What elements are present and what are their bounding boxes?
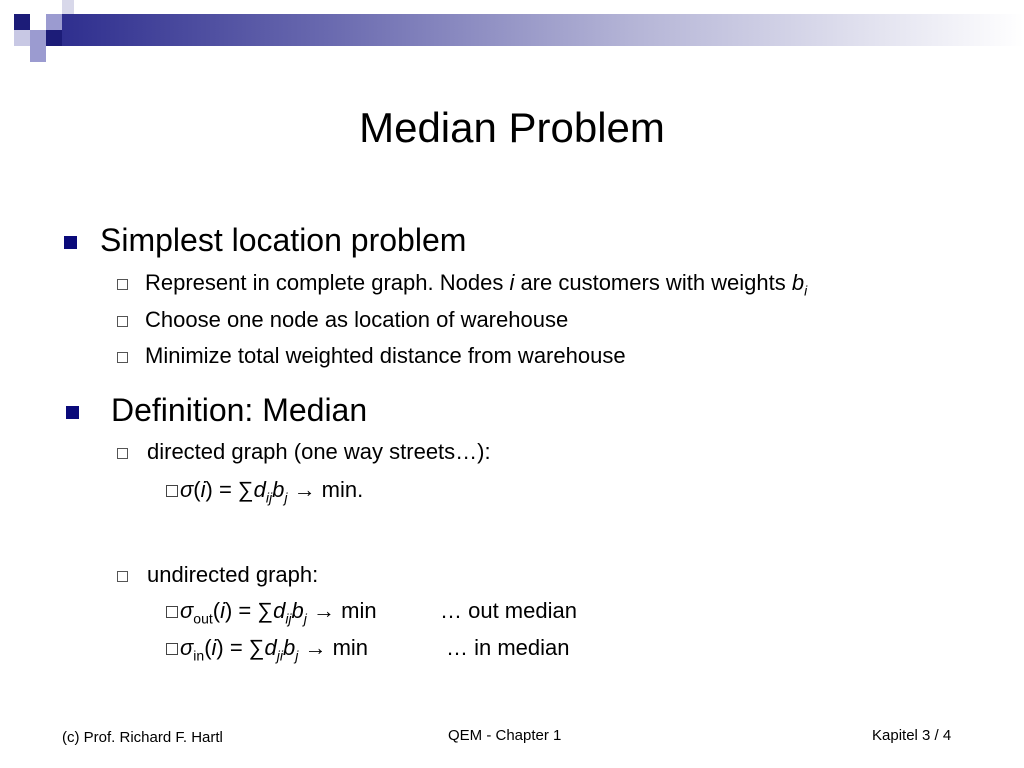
bullet-hollow-square-icon (166, 643, 178, 655)
formula-out-median: $\sigma_{out}(i) = \sum d_{ij}b_j \to \min$ (166, 598, 377, 626)
footer-chapter: QEM - Chapter 1 (448, 727, 562, 744)
bullet-hollow-square-icon (166, 606, 178, 618)
section-heading: Simplest location problem (100, 222, 467, 258)
list-item: directed graph (one way streets…): (147, 439, 491, 464)
footer-page: Kapitel 3 / 4 (872, 727, 952, 744)
deco-square-white (30, 14, 46, 30)
bullet-square-icon (66, 406, 79, 419)
deco-square-light (30, 46, 46, 62)
bullet-hollow-square-icon (117, 448, 128, 459)
formula-note: … in median (446, 635, 570, 660)
formula-in-median: $\sigma_{in}(i) = \sum d_{ji}b_j \to \min$ (166, 635, 368, 663)
deco-square-white (62, 0, 74, 14)
gradient-band (40, 14, 1024, 46)
formula-note: … out median (440, 598, 577, 623)
bullet-square-icon (64, 236, 77, 249)
deco-square-dark (14, 14, 30, 30)
bullet-hollow-square-icon (117, 571, 128, 582)
list-item: undirected graph: (147, 562, 319, 587)
deco-square-light (30, 30, 46, 46)
deco-square-light (14, 30, 30, 46)
bullet-hollow-square-icon (166, 485, 178, 497)
deco-square-dark (46, 30, 62, 46)
bullet-hollow-square-icon (117, 352, 128, 363)
bullet-hollow-square-icon (117, 279, 128, 290)
deco-square-light (46, 14, 62, 30)
footer-author: (c) Prof. Richard F. Hartl (62, 729, 223, 746)
list-item: Minimize total weighted distance from warehouse (145, 343, 626, 368)
list-item: Represent in complete graph. Nodes i are customers with weights $b_i$ (145, 270, 808, 299)
bullet-hollow-square-icon (117, 316, 128, 327)
formula-directed: $\sigma(i) = \sum d_{ij}b_j \to \min$. (166, 477, 363, 505)
list-item: Choose one node as location of warehouse (145, 307, 569, 332)
slide-title: Median Problem (359, 104, 665, 151)
section-heading: Definition: Median (111, 392, 368, 428)
